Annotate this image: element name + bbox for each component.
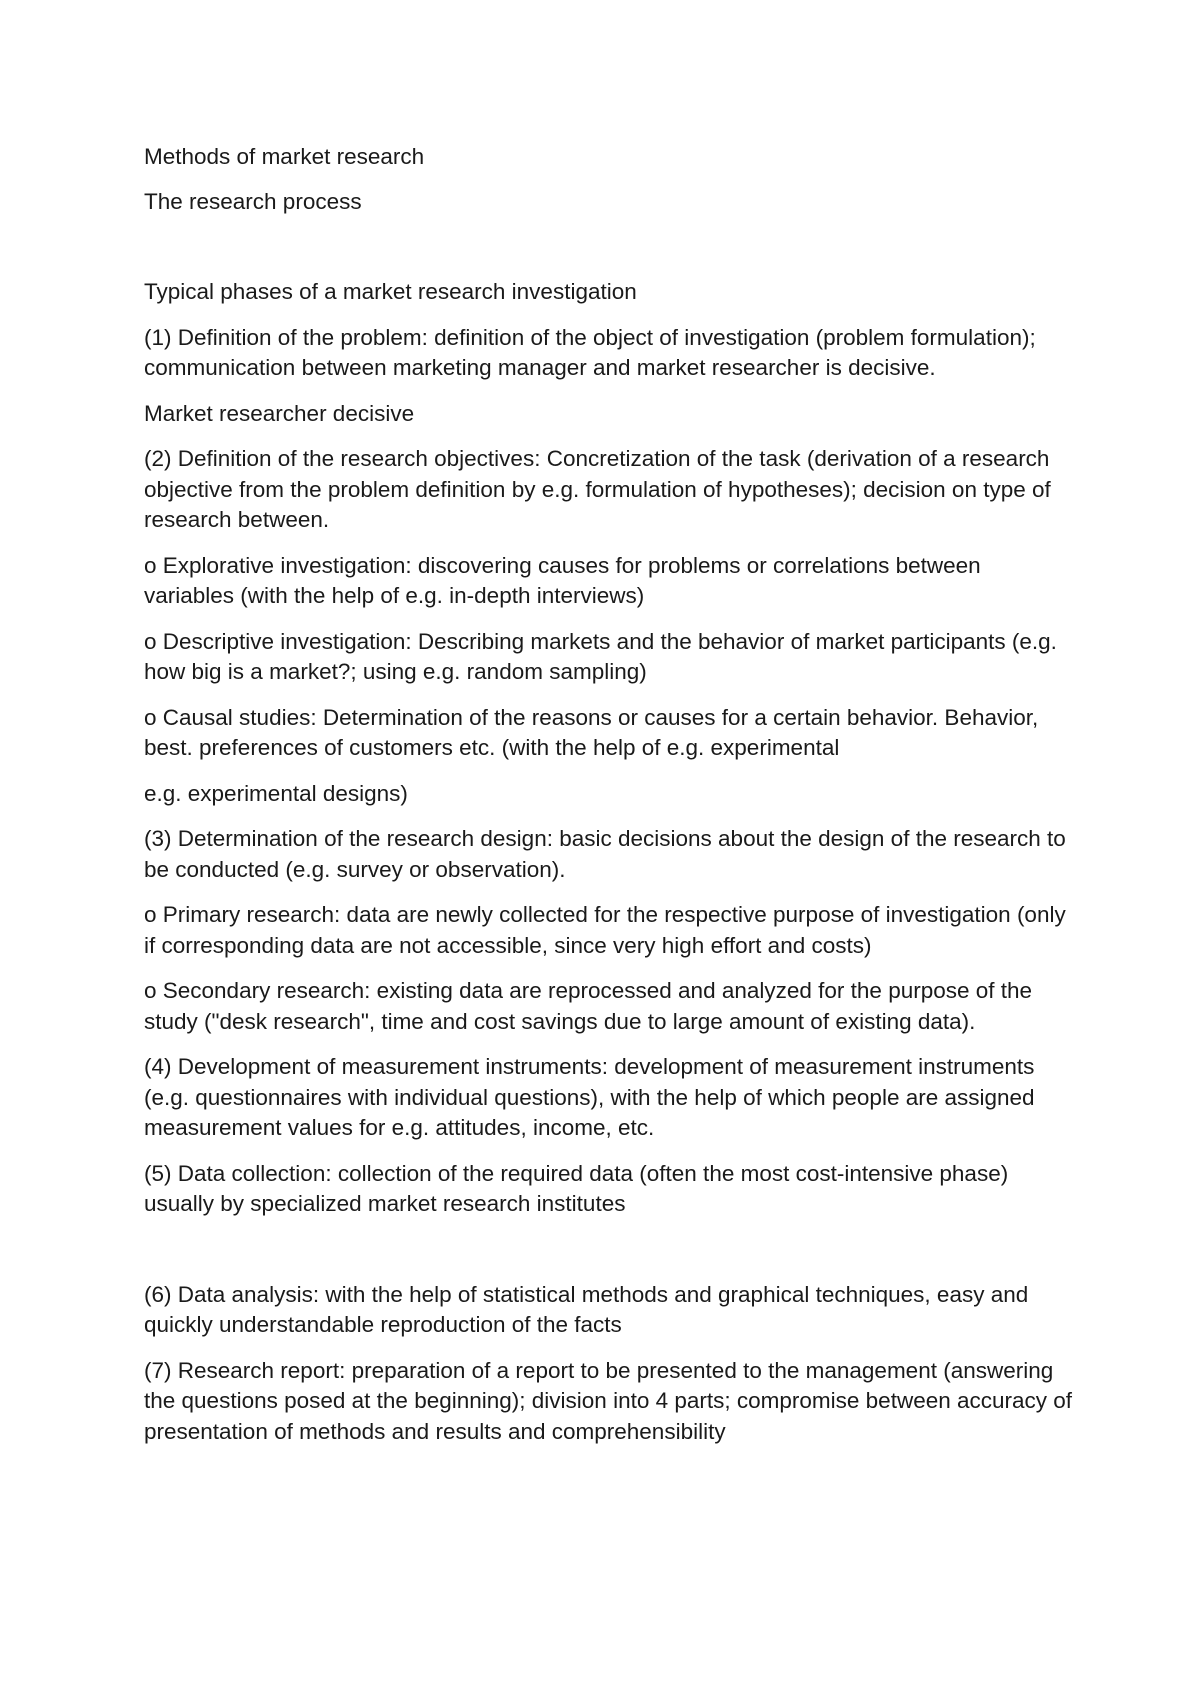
section-heading: Typical phases of a market research investigation [144, 279, 637, 304]
paragraph-primary-research: o Primary research: data are newly collected for the respective purpose of investigation (only if corresponding data are not accessible, since very high effort and costs) [144, 902, 1066, 958]
paragraph-phase-7: (7) Research report: preparation of a report to be presented to the management (answering the questions posed at the beginning); division into 4 parts; compromise between accuracy of presentation of methods and results and comprehensibility [144, 1357, 1073, 1444]
paragraph-phase-3: (3) Determination of the research design: basic decisions about the design of the research to be conducted (e.g. survey or observation). [144, 826, 1066, 882]
document-title: Methods of market research [144, 144, 425, 169]
paragraph-market-researcher: Market researcher decisive [144, 400, 415, 426]
paragraph-phase-5: (5) Data collection: collection of the required data (often the most cost-intensive phase) usually by specialized market research institutes [144, 1160, 1009, 1216]
paragraph-phase-4: (4) Development of measurement instruments: development of measurement instruments (e.g. questionnaires with individual questions), with the help of which people are assigned measurement values for e.g. attitudes, income, etc. [144, 1054, 1035, 1140]
paragraph-phase-2: (2) Definition of the research objectives: Concretization of the task (derivation of a research objective from the problem definition by e.g. formulation of hypotheses); decision on type of research between. [144, 446, 1051, 532]
paragraph-causal: o Causal studies: Determination of the reasons or causes for a certain behavior. Behavior, best. preferences of customers etc. (with the help of e.g. experimental [144, 704, 1039, 760]
paragraph-secondary-research: o Secondary research: existing data are reprocessed and analyzed for the purpose of the study ("desk research", time and cost savings due to large amount of existing data). [144, 978, 1033, 1034]
paragraph-descriptive: o Descriptive investigation: Describing markets and the behavior of market participants (e.g. how big is a market?; using e.g. random sampling) [144, 628, 1057, 684]
document-body [144, 142, 1074, 1462]
paragraph-explorative: o Explorative investigation: discovering causes for problems or correlations between variables (with the help of e.g. in-depth interviews) [144, 552, 981, 608]
paragraph-phase-1: (1) Definition of the problem: definition of the object of investigation (problem formulation); communication between marketing manager and market researcher is decisive. [144, 324, 1036, 380]
paragraph-experimental-designs: e.g. experimental designs) [144, 780, 408, 806]
document-subtitle: The research process [144, 188, 362, 214]
paragraph-phase-6: (6) Data analysis: with the help of statistical methods and graphical techniques, easy and quickly understandable reproduction of the facts [144, 1281, 1029, 1337]
